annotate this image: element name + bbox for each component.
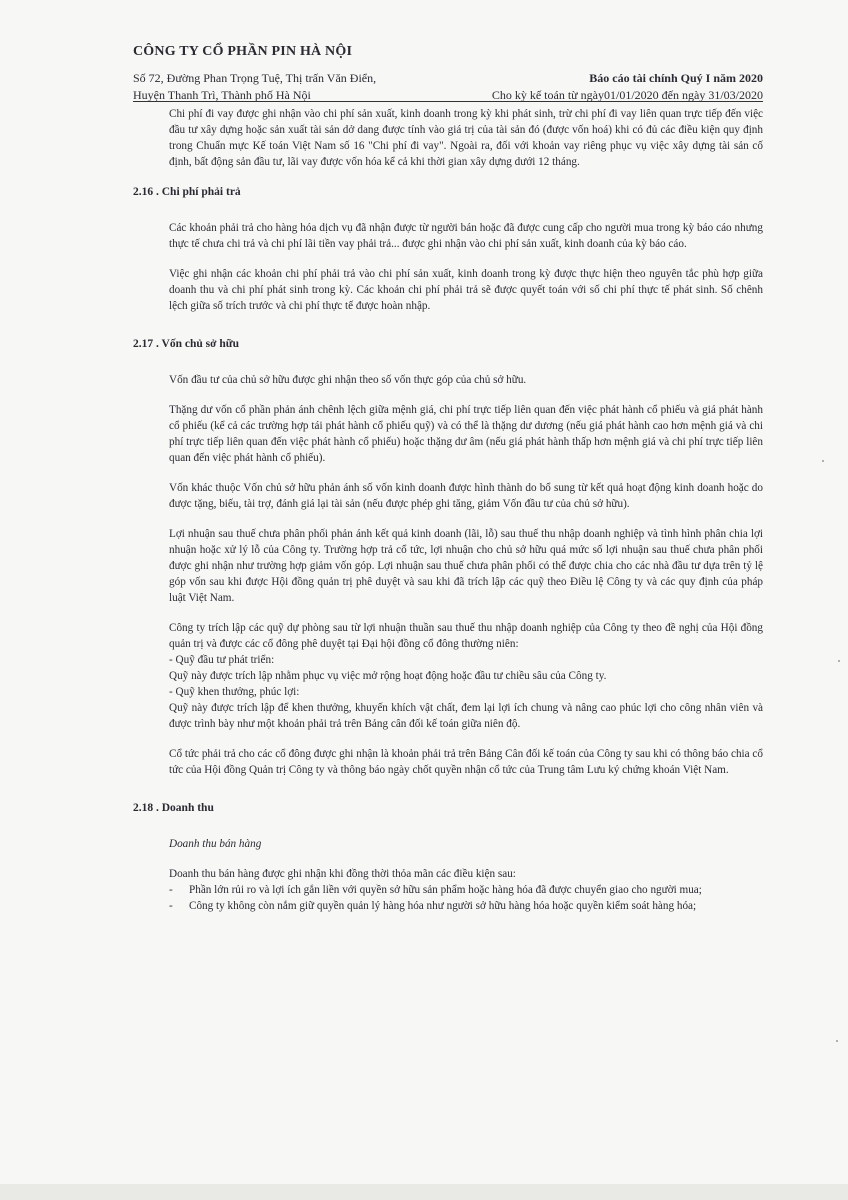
scan-speck bbox=[836, 1040, 838, 1042]
bullet-dash: - bbox=[169, 884, 173, 896]
section-2-17-heading: 2.17 . Vốn chủ sở hữu bbox=[133, 338, 240, 350]
condition-item bbox=[169, 898, 763, 914]
condition-text-2: Công ty không còn nắm giữ quyền quản lý hàng hóa như người sở hữu hàng hóa hoặc quyền kiểm soát hàng hóa; bbox=[189, 900, 697, 912]
section-2-17-paragraph-6: Cổ tức phải trả cho các cổ đông được ghi nhận là khoản phải trả trên Bảng Cân đối kế toán của Công ty sau khi có thông báo chia cổ tức của Hội đồng Quản trị Công ty và thông báo ngày chốt quyền nhận cổ tức của Trung tâm Lưu ký chứng khoán Việt Nam. bbox=[169, 748, 763, 776]
section-2-17-paragraph-3: Vốn khác thuộc Vốn chủ sở hữu phản ánh số vốn kinh doanh được hình thành do bổ sung từ kết quả hoạt động kinh doanh hoặc do được tặng, biếu, tài trợ, đánh giá lại tài sản (nếu được phép ghi tăng, giảm Vốn đầu tư của chủ sở hữu). bbox=[169, 482, 763, 510]
section-2-17-paragraph-1: Vốn đầu tư của chủ sở hữu được ghi nhận theo số vốn thực góp của chủ sở hữu. bbox=[169, 374, 527, 386]
section-2-17-paragraph-5: Công ty trích lập các quỹ dự phòng sau từ lợi nhuận thuần sau thuế thu nhập doanh nghiệp của Công ty theo đề nghị của Hội đồng quản trị và được các cổ đông phê duyệt tại Đại hội đồng cổ đông thường niên: bbox=[169, 622, 763, 650]
scan-bottom-edge bbox=[0, 1184, 848, 1200]
page-header bbox=[133, 44, 763, 104]
header-divider bbox=[133, 101, 763, 102]
scan-speck bbox=[822, 460, 824, 462]
bullet-dash: - bbox=[169, 900, 173, 912]
company-name: CÔNG TY CỔ PHẦN PIN HÀ NỘI bbox=[133, 44, 353, 59]
report-title: Báo cáo tài chính Quý I năm 2020 bbox=[589, 71, 763, 85]
fund-item-2-desc: Quỹ này được trích lập để khen thưởng, khuyến khích vật chất, đem lại lợi ích chung và nâng cao phúc lợi cho công nhân viên và được trình bày như một khoản phải trả trên Bảng cân đối kế toán giữa niên độ. bbox=[169, 702, 763, 730]
document-body bbox=[133, 106, 763, 914]
address-line-2: Huyện Thanh Trì, Thành phố Hà Nội bbox=[133, 88, 311, 102]
condition-text-1: Phần lớn rủi ro và lợi ích gắn liền với quyền sở hữu sản phẩm hoặc hàng hóa đã được chuyển giao cho người mua; bbox=[189, 884, 702, 896]
condition-item bbox=[169, 882, 763, 898]
section-2-16-heading: 2.16 . Chi phí phải trả bbox=[133, 186, 241, 198]
intro-paragraph: Chi phí đi vay được ghi nhận vào chi phí sản xuất, kinh doanh trong kỳ khi phát sinh, trừ chi phí đi vay liên quan trực tiếp đến việc đầu tư xây dựng hoặc sản xuất tài sản dở dang được tính vào giá trị của tài sản đó (được vốn hoá) khi có đủ các điều kiện quy định trong Chuẩn mực Kế toán Việt Nam số 16 "Chi phí đi vay". Ngoài ra, đối với khoản vay riêng phục vụ việc xây dựng tài sản cố định, bất động sản đầu tư, lãi vay được vốn hóa kể cả khi thời gian xây dựng dưới 12 tháng. bbox=[169, 108, 763, 168]
fund-item-1: - Quỹ đầu tư phát triển: bbox=[169, 654, 275, 666]
section-2-18-subheading: Doanh thu bán hàng bbox=[169, 838, 262, 850]
section-2-17-paragraph-2: Thặng dư vốn cổ phần phản ánh chênh lệch giữa mệnh giá, chi phí trực tiếp liên quan đến việc phát hành cổ phiếu và giá phát hành cổ phiếu (kể cả các trường hợp tái phát hành cổ phiếu quỹ) và có thể là thặng dư dương (nếu giá phát hành cao hơn mệnh giá và chi phí trực tiếp liên quan đến việc phát hành cổ phiếu) hoặc thặng dư âm (nếu giá phát hành thấp hơn mệnh giá và chi phí trực tiếp liên quan đến việc phát hành cổ phiếu). bbox=[169, 404, 763, 464]
scan-speck bbox=[838, 660, 840, 662]
section-2-17-paragraph-4: Lợi nhuận sau thuế chưa phân phối phản ánh kết quả kinh doanh (lãi, lỗ) sau thuế thu nhập doanh nghiệp và tình hình phân chia lợi nhuận hoặc xử lý lỗ của Công ty. Trường hợp trả cổ tức, lợi nhuận cho chủ sở hữu quá mức số lợi nhuận sau thuế chưa phân phối được ghi nhận như trường hợp giảm vốn góp. Lợi nhuận sau thuế chưa phân phối có thể được chia cho các nhà đầu tư dựa trên tỷ lệ góp vốn sau khi được Hội đồng quản trị phê duyệt và sau khi đã trích lập các quỹ theo Điều lệ Công ty và các quy định của pháp luật Việt Nam. bbox=[169, 528, 763, 604]
report-period: Cho kỳ kế toán từ ngày01/01/2020 đến ngày 31/03/2020 bbox=[491, 88, 763, 102]
section-2-18-heading: 2.18 . Doanh thu bbox=[133, 802, 214, 814]
section-2-16-paragraph-1: Các khoản phải trả cho hàng hóa dịch vụ đã nhận được từ người bán hoặc đã được cung cấp cho người mua trong kỳ báo cáo nhưng thực tế chưa chi trả và chi phí lãi tiền vay phải trả... được ghi nhận vào chi phí sản xuất, kinh doanh của kỳ báo cáo. bbox=[169, 222, 763, 250]
section-2-16-paragraph-2: Việc ghi nhận các khoản chi phí phải trả vào chi phí sản xuất, kinh doanh trong kỳ được thực hiện theo nguyên tắc phù hợp giữa doanh thu và chi phí phát sinh trong kỳ. Các khoản chi phí phải trả sẽ được quyết toán với số chi phí thực tế phát sinh. Số chênh lệch giữa số trích trước và chi phí thực tế được hoàn nhập. bbox=[169, 268, 763, 312]
address-line-1: Số 72, Đường Phan Trọng Tuệ, Thị trấn Văn Điển, bbox=[133, 71, 377, 85]
section-2-18-paragraph-1: Doanh thu bán hàng được ghi nhận khi đồng thời thỏa mãn các điều kiện sau: bbox=[169, 868, 516, 880]
fund-item-1-desc: Quỹ này được trích lập nhằm phục vụ việc mở rộng hoạt động hoặc đầu tư chiều sâu của Công ty. bbox=[169, 670, 607, 682]
fund-item-2: - Quỹ khen thưởng, phúc lợi: bbox=[169, 686, 300, 698]
